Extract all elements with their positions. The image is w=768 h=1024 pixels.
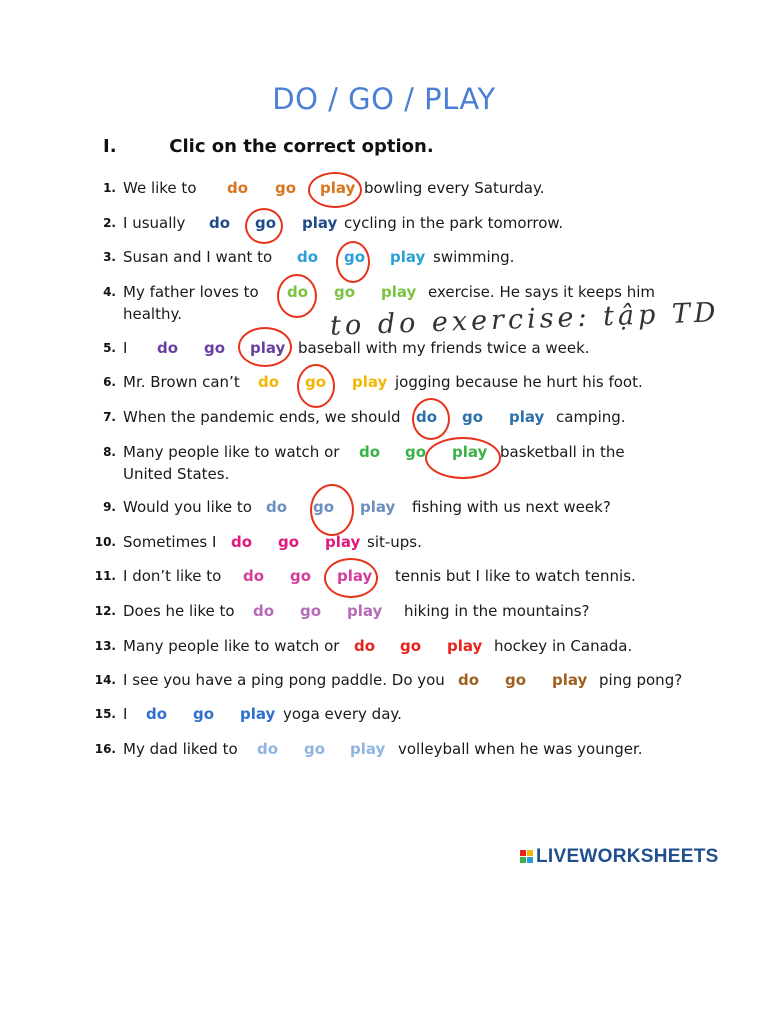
- question-number: 3.: [103, 250, 116, 264]
- question-text-tail: fishing with us next week?: [412, 498, 611, 516]
- question-text-lead: I see you have a ping pong paddle. Do you: [123, 671, 445, 689]
- section-number: I.: [103, 136, 117, 157]
- question-text-tail: cycling in the park tomorrow.: [344, 214, 564, 232]
- question-text-tail: exercise. He says it keeps him: [428, 283, 655, 301]
- question-row: [0, 177, 768, 199]
- option-play[interactable]: play: [337, 567, 373, 585]
- option-play[interactable]: play: [347, 602, 383, 620]
- question-number: 4.: [103, 285, 116, 299]
- option-go[interactable]: go: [290, 567, 312, 585]
- option-do[interactable]: do: [257, 740, 279, 758]
- option-do[interactable]: do: [209, 214, 231, 232]
- question-row: [0, 738, 768, 760]
- option-do[interactable]: do: [227, 179, 249, 197]
- question-text-tail: basketball in the: [500, 443, 625, 461]
- question-number: 5.: [103, 341, 116, 355]
- option-go[interactable]: go: [313, 498, 335, 516]
- question-text-tail: baseball with my friends twice a week.: [298, 339, 590, 357]
- question-row: [0, 337, 768, 359]
- question-row: [0, 406, 768, 428]
- question-row: [0, 246, 768, 268]
- question-text-continued: United States.: [123, 465, 230, 483]
- option-play[interactable]: play: [240, 705, 276, 723]
- question-row: [0, 371, 768, 393]
- question-text-tail: ping pong?: [599, 671, 683, 689]
- question-text-continued: healthy.: [123, 305, 182, 323]
- option-go[interactable]: go: [305, 373, 327, 391]
- worksheet-title: DO / GO / PLAY: [272, 82, 496, 116]
- question-row: [0, 212, 768, 234]
- option-do[interactable]: do: [416, 408, 438, 426]
- question-text-lead: I: [123, 705, 128, 723]
- question-text-lead: Many people like to watch or: [123, 637, 340, 655]
- option-do[interactable]: do: [359, 443, 381, 461]
- question-number: 13.: [94, 639, 116, 653]
- question-row: [0, 600, 768, 622]
- question-text-lead: Would you like to: [123, 498, 252, 516]
- question-text-lead: Sometimes I: [123, 533, 217, 551]
- question-text-tail: swimming.: [433, 248, 515, 266]
- question-text-tail: hockey in Canada.: [494, 637, 633, 655]
- question-number: 9.: [103, 500, 116, 514]
- option-do[interactable]: do: [458, 671, 480, 689]
- option-go[interactable]: go: [278, 533, 300, 551]
- question-text-lead: Mr. Brown can’t: [123, 373, 240, 391]
- option-play[interactable]: play: [390, 248, 426, 266]
- question-row: [0, 565, 768, 587]
- handwritten-note: to do exercise: tập TD: [329, 297, 721, 342]
- question-number: 12.: [94, 604, 116, 618]
- option-do[interactable]: do: [253, 602, 275, 620]
- option-play[interactable]: play: [250, 339, 286, 357]
- logo-text: LIVEWORKSHEETS: [536, 846, 719, 867]
- option-go[interactable]: go: [300, 602, 322, 620]
- question-text-tail: tennis but I like to watch tennis.: [395, 567, 636, 585]
- option-go[interactable]: go: [462, 408, 484, 426]
- option-go[interactable]: go: [400, 637, 422, 655]
- question-text-lead: I: [123, 339, 128, 357]
- question-text-lead: Susan and I want to: [123, 248, 273, 266]
- question-number: 8.: [103, 445, 116, 459]
- question-text-lead: My dad liked to: [123, 740, 238, 758]
- question-number: 1.: [103, 181, 116, 195]
- question-text-lead: Does he like to: [123, 602, 235, 620]
- option-play[interactable]: play: [352, 373, 388, 391]
- question-text-tail: jogging because he hurt his foot.: [395, 373, 643, 391]
- question-text-lead: My father loves to: [123, 283, 259, 301]
- question-number: 15.: [94, 707, 116, 721]
- section-heading: [103, 136, 434, 157]
- question-row: [0, 703, 768, 725]
- option-play[interactable]: play: [302, 214, 338, 232]
- question-row: [0, 441, 768, 483]
- question-text-tail: yoga every day.: [283, 705, 402, 723]
- question-number: 14.: [94, 673, 116, 687]
- question-number: 7.: [103, 410, 116, 424]
- liveworksheets-logo: [520, 846, 719, 868]
- option-play[interactable]: play: [552, 671, 588, 689]
- option-do[interactable]: do: [354, 637, 376, 655]
- question-row: [0, 496, 768, 518]
- option-do[interactable]: do: [146, 705, 168, 723]
- question-text-tail: volleyball when he was younger.: [398, 740, 643, 758]
- option-go[interactable]: go: [304, 740, 326, 758]
- question-text-lead: I usually: [123, 214, 186, 232]
- option-go[interactable]: go: [204, 339, 226, 357]
- question-number: 16.: [94, 742, 116, 756]
- question-row: [0, 531, 768, 553]
- question-text-tail: hiking in the mountains?: [404, 602, 590, 620]
- option-play[interactable]: play: [447, 637, 483, 655]
- option-do[interactable]: do: [287, 283, 309, 301]
- question-text-tail: sit-ups.: [367, 533, 422, 551]
- section-instruction: Clic on the correct option.: [169, 136, 434, 157]
- option-go[interactable]: go: [255, 214, 277, 232]
- question-text-lead: Many people like to watch or: [123, 443, 340, 461]
- option-play[interactable]: play: [350, 740, 386, 758]
- option-play[interactable]: play: [452, 443, 488, 461]
- question-text-lead: I don’t like to: [123, 567, 222, 585]
- question-text-tail: bowling every Saturday.: [364, 179, 545, 197]
- logo-mark-icon: [520, 850, 534, 864]
- option-play[interactable]: play: [320, 179, 356, 197]
- option-play[interactable]: play: [381, 283, 417, 301]
- question-number: 11.: [94, 569, 116, 583]
- option-do[interactable]: do: [243, 567, 265, 585]
- option-do[interactable]: do: [266, 498, 288, 516]
- question-row: [0, 669, 768, 691]
- option-go[interactable]: go: [505, 671, 527, 689]
- option-go[interactable]: go: [275, 179, 297, 197]
- option-do[interactable]: do: [157, 339, 179, 357]
- question-text-lead: We like to: [123, 179, 197, 197]
- question-text-tail: camping.: [556, 408, 626, 426]
- option-do[interactable]: do: [231, 533, 253, 551]
- option-go[interactable]: go: [405, 443, 427, 461]
- option-go[interactable]: go: [334, 283, 356, 301]
- option-play[interactable]: play: [360, 498, 396, 516]
- option-do[interactable]: do: [258, 373, 280, 391]
- option-go[interactable]: go: [344, 248, 366, 266]
- option-go[interactable]: go: [193, 705, 215, 723]
- question-number: 6.: [103, 375, 116, 389]
- option-play[interactable]: play: [509, 408, 545, 426]
- question-row: [0, 635, 768, 657]
- option-play[interactable]: play: [325, 533, 361, 551]
- question-text-lead: When the pandemic ends, we should: [123, 408, 401, 426]
- question-number: 10.: [94, 535, 116, 549]
- question-number: 2.: [103, 216, 116, 230]
- option-do[interactable]: do: [297, 248, 319, 266]
